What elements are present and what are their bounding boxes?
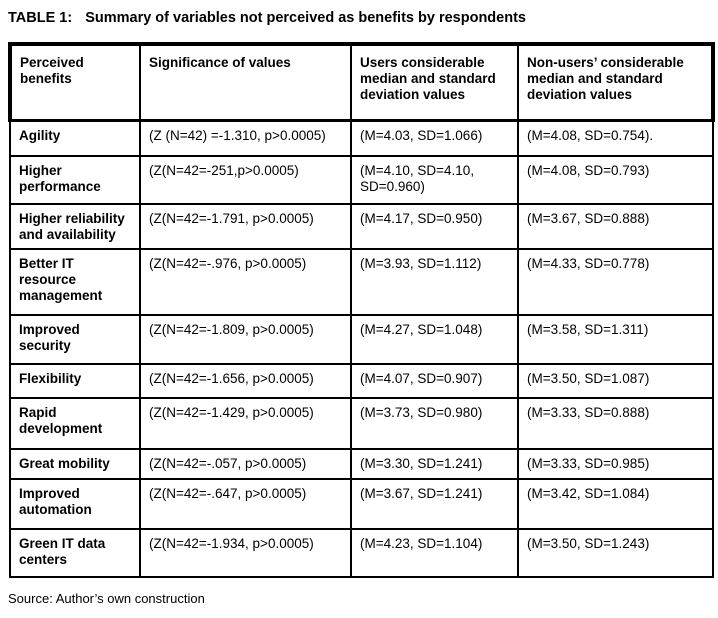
- cell-users-value: (M=3.67, SD=1.241): [351, 479, 518, 529]
- cell-significance: (Z(N=42=-1.809, p>0.0005): [140, 315, 351, 364]
- cell-benefit: Great mobility: [10, 449, 140, 479]
- cell-non-users-value: (M=4.08, SD=0.793): [518, 156, 713, 204]
- header-row: [10, 44, 713, 120]
- cell-users-value: (M=4.23, SD=1.104): [351, 529, 518, 577]
- cell-users-value: (M=4.03, SD=1.066): [351, 120, 518, 156]
- column-header-non-users-values: Non-users’ considerable median and standard deviation values: [518, 44, 713, 120]
- cell-benefit: Improved security: [10, 315, 140, 364]
- table-row-green-it-data-centers: [10, 529, 713, 577]
- table-row-flexibility: [10, 364, 713, 398]
- cell-significance: (Z(N=42=-1.934, p>0.0005): [140, 529, 351, 577]
- cell-significance: (Z(N=42=-1.656, p>0.0005): [140, 364, 351, 398]
- cell-users-value: (M=3.73, SD=0.980): [351, 398, 518, 449]
- cell-benefit: Flexibility: [10, 364, 140, 398]
- table-title: [8, 8, 711, 28]
- table-row-better-it-resource: [10, 249, 713, 315]
- cell-non-users-value: (M=4.08, SD=0.754).: [518, 120, 713, 156]
- cell-non-users-value: (M=3.33, SD=0.985): [518, 449, 713, 479]
- table-row-improved-security: [10, 315, 713, 364]
- cell-users-value: (M=4.07, SD=0.907): [351, 364, 518, 398]
- cell-significance: (Z(N=42=-.647, p>0.0005): [140, 479, 351, 529]
- cell-users-value: (M=4.27, SD=1.048): [351, 315, 518, 364]
- cell-users-value: (M=4.17, SD=0.950): [351, 204, 518, 249]
- cell-users-value: (M=3.93, SD=1.112): [351, 249, 518, 315]
- table-row-great-mobility: [10, 449, 713, 479]
- column-header-perceived-benefits: Perceived benefits: [10, 44, 140, 120]
- cell-benefit: Agility: [10, 120, 140, 156]
- cell-users-value: (M=4.10, SD=4.10, SD=0.960): [351, 156, 518, 204]
- cell-significance: (Z(N=42=-.057, p>0.0005): [140, 449, 351, 479]
- table-row-rapid-development: [10, 398, 713, 449]
- cell-non-users-value: (M=3.50, SD=1.087): [518, 364, 713, 398]
- table-row-improved-automation: [10, 479, 713, 529]
- cell-significance: (Z(N=42=-.976, p>0.0005): [140, 249, 351, 315]
- cell-benefit: Higher performance: [10, 156, 140, 204]
- cell-non-users-value: (M=3.50, SD=1.243): [518, 529, 713, 577]
- cell-benefit: Rapid development: [10, 398, 140, 449]
- source-note: Source: Author’s own construction: [8, 591, 205, 606]
- table-caption: Summary of variables not perceived as benefits by respondents: [85, 10, 526, 26]
- table-row-higher-reliability: [10, 204, 713, 249]
- cell-non-users-value: (M=3.33, SD=0.888): [518, 398, 713, 449]
- column-header-users-values: Users considerable median and standard deviation values: [351, 44, 518, 120]
- cell-benefit: Improved automation: [10, 479, 140, 529]
- cell-users-value: (M=3.30, SD=1.241): [351, 449, 518, 479]
- cell-significance: (Z (N=42) =-1.310, p>0.0005): [140, 120, 351, 156]
- table-row-agility: [10, 120, 713, 156]
- cell-non-users-value: (M=4.33, SD=0.778): [518, 249, 713, 315]
- cell-significance: (Z(N=42=-1.429, p>0.0005): [140, 398, 351, 449]
- cell-significance: (Z(N=42=-1.791, p>0.0005): [140, 204, 351, 249]
- cell-benefit: Green IT data centers: [10, 529, 140, 577]
- benefits-table: [8, 42, 715, 578]
- table-number: TABLE 1:: [8, 10, 73, 26]
- cell-non-users-value: (M=3.42, SD=1.084): [518, 479, 713, 529]
- cell-benefit: Higher reliability and availability: [10, 204, 140, 249]
- cell-benefit: Better IT resource management: [10, 249, 140, 315]
- column-header-significance: Significance of values: [140, 44, 351, 120]
- cell-non-users-value: (M=3.58, SD=1.311): [518, 315, 713, 364]
- cell-significance: (Z(N=42=-251,p>0.0005): [140, 156, 351, 204]
- cell-non-users-value: (M=3.67, SD=0.888): [518, 204, 713, 249]
- table-row-higher-performance: [10, 156, 713, 204]
